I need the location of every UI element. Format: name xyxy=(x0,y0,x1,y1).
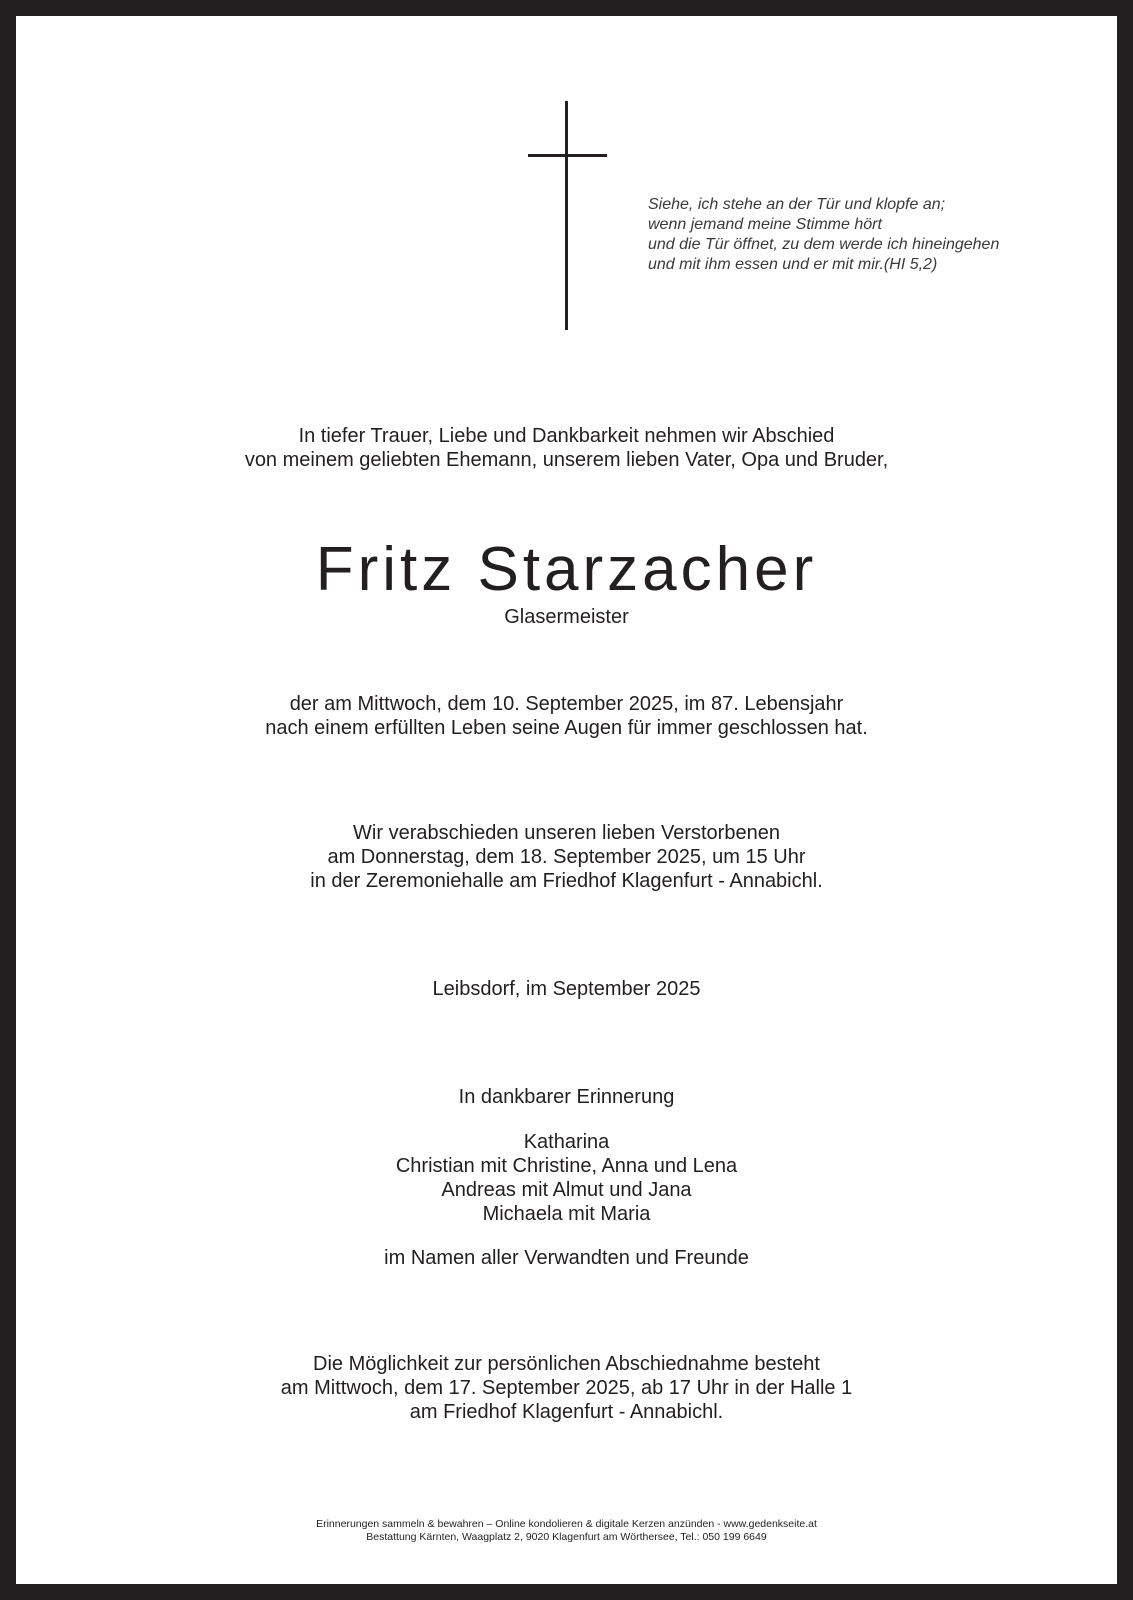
footer xyxy=(16,1518,1117,1544)
deceased-profession xyxy=(16,605,1117,629)
place-date xyxy=(16,977,1117,1001)
mourners-closing-text: im Namen aller Verwandten und Freunde xyxy=(384,1247,749,1269)
viewing-line: Die Möglichkeit zur persönlichen Abschiednahme besteht xyxy=(313,1353,820,1375)
mourner-name: Andreas mit Almut und Jana xyxy=(441,1179,692,1201)
cross-vertical-bar xyxy=(565,101,568,330)
mourner-name: Michaela mit Maria xyxy=(482,1203,651,1225)
cross-icon xyxy=(528,101,607,330)
mourners-list xyxy=(16,1130,1117,1226)
verse-line: wenn jemand meine Stimme hört xyxy=(648,216,882,233)
death-notice-line: nach einem erfüllten Leben seine Augen für immer geschlossen hat. xyxy=(265,717,868,739)
mourners-heading xyxy=(16,1085,1117,1109)
death-notice-line: der am Mittwoch, dem 10. September 2025, im 87. Lebensjahr xyxy=(289,693,844,715)
ceremony-line: in der Zeremoniehalle am Friedhof Klagenfurt - Annabichl. xyxy=(310,870,823,892)
intro-line: von meinem geliebten Ehemann, unserem lieben Vater, Opa und Bruder, xyxy=(244,449,889,471)
verse-line: und mit ihm essen und er mit mir.(HI 5,2) xyxy=(648,256,938,273)
viewing-line: am Friedhof Klagenfurt - Annabichl. xyxy=(409,1401,724,1423)
footer-line-2: Bestattung Kärnten, Waagplatz 2, 9020 Klagenfurt am Wörthersee, Tel.: 050 199 6649 xyxy=(366,1531,767,1543)
mourners-heading-text: In dankbarer Erinnerung xyxy=(458,1086,675,1108)
viewing-info xyxy=(16,1352,1117,1424)
mourner-name: Christian mit Christine, Anna und Lena xyxy=(395,1155,738,1177)
verse-line: und die Tür öffnet, zu dem werde ich hineingehen xyxy=(648,236,1000,253)
ceremony-line: am Donnerstag, dem 18. September 2025, um 15 Uhr xyxy=(327,846,806,868)
intro-text xyxy=(16,424,1117,472)
ceremony-line: Wir verabschieden unseren lieben Verstorbenen xyxy=(353,822,780,844)
bible-verse xyxy=(648,195,1088,275)
ceremony-info xyxy=(16,821,1117,893)
profession-text: Glasermeister xyxy=(504,606,629,628)
place-date-text: Leibsdorf, im September 2025 xyxy=(432,978,701,1000)
intro-line: In tiefer Trauer, Liebe und Dankbarkeit nehmen wir Abschied xyxy=(298,425,835,447)
cross-horizontal-bar xyxy=(528,154,607,157)
death-notice xyxy=(16,692,1117,740)
footer-line-1: Erinnerungen sammeln & bewahren – Online kondolieren & digitale Kerzen anzünden - www.gedenkseite.at xyxy=(316,1518,817,1530)
verse-line: Siehe, ich stehe an der Tür und klopfe an; xyxy=(648,196,946,213)
deceased-name: Fritz Starzacher xyxy=(315,535,818,604)
mourners-closing xyxy=(16,1246,1117,1270)
mourner-name: Katharina xyxy=(523,1131,610,1153)
viewing-line: am Mittwoch, dem 17. September 2025, ab 17 Uhr in der Halle 1 xyxy=(280,1377,853,1399)
